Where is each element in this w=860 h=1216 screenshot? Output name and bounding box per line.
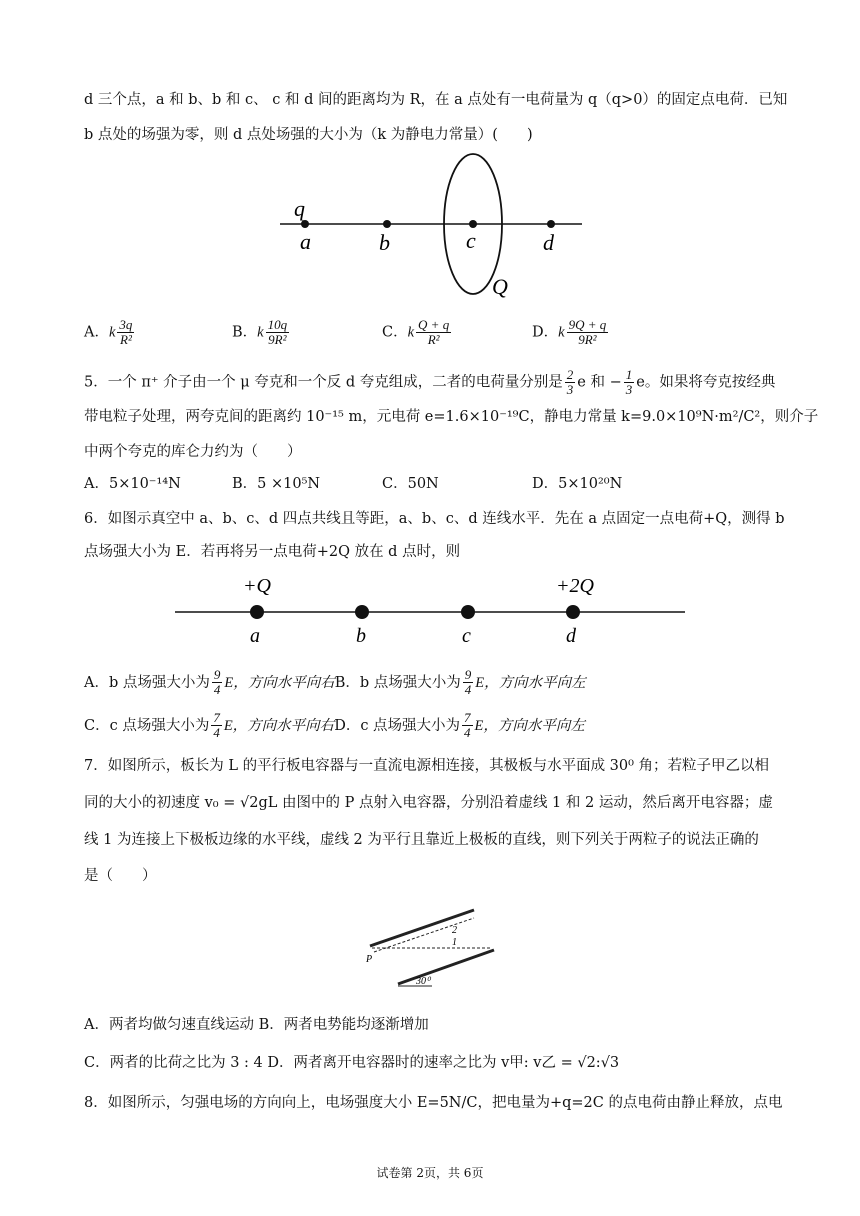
q6-option-a[interactable]: A．b 点场强大小为 $\frac{9}{4}$ E，方向水平向右: [84, 667, 335, 697]
q6-label-a: a: [250, 625, 260, 647]
q5-text-line2: 带电粒子处理，两夸克间的距离约 10⁻¹⁵ m，元电荷 e=1.6×10⁻¹⁹C，静电力常量 k=9.0×10⁹N·m²/C²，则介子: [84, 409, 819, 425]
q7-label-2: 2: [452, 925, 457, 936]
q5-option-a[interactable]: A．5×10⁻¹⁴N: [84, 476, 181, 492]
q4-label-q: q: [294, 196, 305, 221]
q6-label-plusQ: +Q: [243, 575, 271, 597]
q7-text-line3: 线 1 为连接上下极板边缘的水平线，虚线 2 为平行且靠近上极板的直线，则下列关于两粒子的说法正确的: [84, 832, 759, 848]
q6-text-line1: 6．如图示真空中 a、b、c、d 四点共线且等距，a、b、c、d 连线水平．先在 a 点固定一点电荷+Q，测得 b: [84, 511, 785, 527]
q5-option-c[interactable]: C．50N: [382, 476, 439, 492]
q7-label-angle: 30⁰: [416, 976, 431, 987]
q4-label-b: b: [379, 230, 390, 255]
q4-label-a: a: [300, 229, 311, 254]
q4-label-c: c: [466, 228, 476, 253]
q7-text-line1: 7．如图所示，板长为 L 的平行板电容器与一直流电源相连接，其极板与水平面成 30⁰ 角；若粒子甲乙以相: [84, 758, 770, 774]
q6-options-row1: [84, 668, 586, 697]
q6-label-d: d: [566, 625, 576, 647]
q5-option-b[interactable]: B．5 ×10⁵N: [232, 476, 321, 492]
q5-option-d[interactable]: D．5×10²⁰N: [532, 476, 623, 492]
q6-label-c: c: [462, 625, 471, 647]
q4-figure: [270, 150, 600, 305]
q7-label-1: 1: [452, 937, 457, 948]
q7-label-P: P: [366, 954, 373, 965]
q4-option-c[interactable]: C．k $\frac{Q + q}{\text{R²}}$: [382, 317, 450, 347]
q6-label-plus2Q: +2Q: [556, 575, 594, 597]
q7-text-line4: 是（ ）: [84, 868, 157, 884]
q6-options-row2: [84, 711, 585, 740]
q7-figure: [362, 900, 502, 992]
q6-option-c[interactable]: C．c 点场强大小为 $\frac{7}{4}$ E，方向水平向右: [84, 710, 335, 740]
q4-option-d[interactable]: D．k $\frac{9Q + q}{\text{9R²}}$: [532, 317, 607, 347]
q4-option-a[interactable]: A．k $\frac{3q}{\text{R²}}$: [84, 317, 133, 347]
page-footer: 试卷第 2页，共 6页: [376, 1166, 484, 1180]
q8-text-line1: 8．如图所示，匀强电场的方向向上，电场强度大小 E=5N/C，把电量为+q=2C 的点电荷由静止释放，点电: [84, 1095, 783, 1111]
q6-label-b: b: [356, 625, 366, 647]
q6-text-line2: 点场强大小为 E．若再将另一点电荷+2Q 放在 d 点时，则: [84, 544, 461, 560]
q6-option-b[interactable]: B．b 点场强大小为 $\frac{9}{4}$ E，方向水平向左: [334, 667, 586, 697]
q5-text-line3: 中两个夸克的库仑力约为（ ）: [84, 444, 302, 460]
q7-text-line2: 同的大小的初速度 v₀ = √2gL 由图中的 P 点射入电容器，分别沿着虚线 1 和 2 运动，然后离开电容器；虚: [84, 795, 773, 811]
q4-label-Q: Q: [492, 274, 508, 299]
q4-label-d: d: [543, 230, 554, 255]
q4-text-line1: d 三个点，a 和 b、b 和 c、 c 和 d 间的距离均为 R，在 a 点处有一电荷量为 q（q>0）的固定点电荷．已知: [84, 92, 788, 108]
q7-options-row1[interactable]: A．两者均做匀速直线运动 B．两者电势能均逐渐增加: [84, 1017, 429, 1033]
q6-option-d[interactable]: D．c 点场强大小为 $\frac{7}{4}$ E，方向水平向左: [334, 710, 585, 740]
q7-options-row2[interactable]: C．两者的比荷之比为 3 : 4 D．两者离开电容器时的速率之比为 v甲: v乙 = √2:√3: [84, 1055, 620, 1071]
q4-option-b[interactable]: B．k $\frac{10q}{\text{9R²}}$: [232, 317, 288, 347]
q6-figure: [170, 568, 690, 650]
q5-text-line1: 5．一个 π⁺ 介子由一个 μ 夸克和一个反 d 夸克组成，二者的电荷量分别是 $\frac{2}{3}$ e 和 − $\frac{1}{3}$ e。如果将夸克按经典: [84, 367, 776, 397]
q4-text-line2: b 点处的场强为零，则 d 点处场强的大小为（k 为静电力常量）( ): [84, 127, 533, 143]
